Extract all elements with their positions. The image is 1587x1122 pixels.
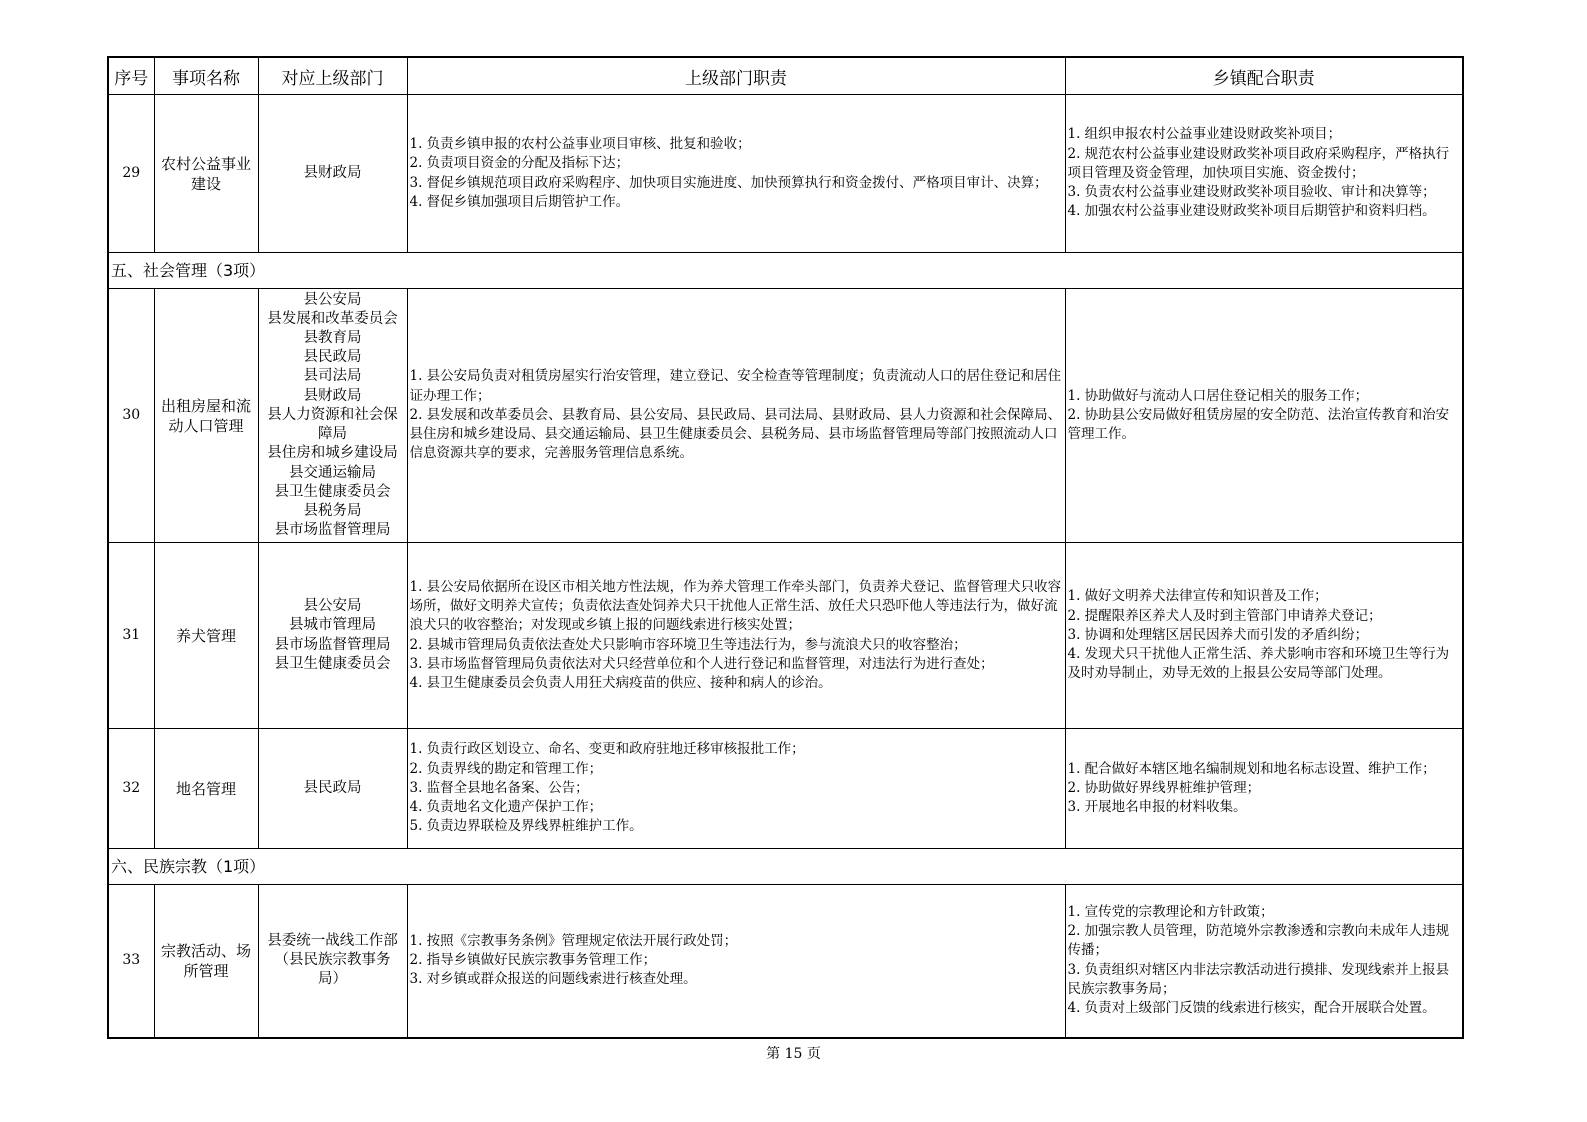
item-name-cell (154, 885, 258, 1038)
dept-line: （县民族宗教事务 (274, 952, 391, 969)
item-name-line: 动人口管理 (168, 416, 244, 435)
duty-line: 2. 指导乡镇做好民族宗教事务管理工作； (409, 952, 657, 969)
town-duties-cell (1065, 729, 1463, 849)
dept-line: 县税务局 (303, 502, 362, 519)
upper-duties-cell (407, 885, 1065, 1038)
duty-line: 2. 规范农村公益事业建设财政奖补项目政府采购程序，严格执行项目管理及资金管理，加快项目实施、资金拨付； (1067, 145, 1450, 181)
duty-line: 2. 负责项目资金的分配及指标下达； (409, 155, 630, 172)
town-duties-cell (1065, 95, 1463, 253)
item-name-cell (154, 95, 258, 253)
dept-line: 县市场监督管理局 (274, 636, 391, 653)
item-name-line: 地名管理 (175, 779, 236, 798)
dept-line: 局） (318, 971, 347, 988)
duty-line: 1. 做好文明养犬法律宣传和知识普及工作； (1067, 588, 1328, 605)
duty-line: 1. 县公安局负责对租赁房屋实行治安管理，建立登记、安全检查等管理制度；负责流动人口的居住登记和居住证办理工作； (409, 368, 1062, 404)
section-title: 六、民族宗教（1项） (108, 849, 1463, 885)
duty-line: 2. 加强宗教人员管理，防范境外宗教渗透和宗教向未成年人违规传播； (1067, 923, 1450, 959)
seq-cell: 33 (108, 885, 154, 1038)
duty-line: 4. 负责地名文化遗产保护工作； (409, 799, 603, 816)
duty-line: 2. 负责界线的勘定和管理工作； (409, 760, 603, 777)
upper-dept-cell (258, 729, 407, 849)
dept-line: 县住房和城乡建设局 (267, 445, 398, 462)
dept-line: 县发展和改革委员会 (267, 310, 398, 327)
section-title: 五、社会管理（3项） (108, 253, 1463, 289)
item-name-line: 农村公益事业 (160, 154, 251, 173)
header-upper-dept: 对应上级部门 (258, 57, 407, 95)
dept-line: 障局 (318, 426, 347, 443)
duty-line: 2. 县城市管理局负责依法查处犬只影响市容环境卫生等违法行为，参与流浪犬只的收容整治； (409, 636, 967, 653)
duty-line: 4. 负责对上级部门反馈的线索进行核实，配合开展联合处置。 (1067, 1000, 1436, 1017)
header-upper-duties: 上级部门职责 (407, 57, 1065, 95)
duty-line: 3. 负责组织对辖区内非法宗教活动进行摸排、发现线索并上报县民族宗教事务局； (1067, 961, 1450, 998)
duty-line: 1. 负责乡镇申报的农村公益事业项目审核、批复和验收； (409, 135, 751, 152)
duty-line: 1. 协助做好与流动人口居住登记相关的服务工作； (1067, 387, 1369, 404)
table-row (108, 885, 1463, 1038)
dept-line: 县城市管理局 (289, 617, 376, 634)
duty-line: 1. 县公安局依据所在设区市相关地方性法规，作为养犬管理工作牵头部门，负责养犬登记、监督管理犬只收容场所，做好文明养犬宣传；负责依法查处饲养犬只干扰他人正常生活、放任犬只恐吓他人等违法行为，做好流浪犬只的收容整治；对发现或乡镇上报的问题线索进行核实处置； (409, 578, 1062, 634)
table-row (108, 729, 1463, 849)
upper-duties-cell (407, 729, 1065, 849)
dept-line: 县市场监督管理局 (274, 522, 391, 539)
duty-line: 1. 组织申报农村公益事业建设财政奖补项目； (1067, 126, 1342, 143)
item-name-line: 所管理 (183, 961, 229, 980)
seq-cell: 32 (108, 729, 154, 849)
item-name-cell (154, 729, 258, 849)
seq-cell: 29 (108, 95, 154, 253)
duty-line: 3. 协调和处理辖区居民因养犬而引发的矛盾纠纷； (1067, 626, 1369, 643)
header-seq: 序号 (108, 57, 154, 95)
table-row (108, 543, 1463, 729)
duty-line: 1. 配合做好本辖区地名编制规划和地名标志设置、维护工作； (1067, 760, 1436, 777)
duty-line: 3. 监督全县地名备案、公告； (409, 779, 589, 796)
duty-line: 1. 负责行政区划设立、命名、变更和政府驻地迁移审核报批工作； (409, 741, 805, 758)
dept-line: 县财政局 (303, 387, 362, 404)
dept-line: 县民政局 (303, 779, 362, 796)
upper-dept-cell (258, 885, 407, 1038)
duty-line: 3. 督促乡镇规范项目政府采购程序、加快项目实施进度、加快预算执行和资金拨付、严格项目审计、决算； (409, 174, 1048, 191)
header-item-name: 事项名称 (154, 57, 258, 95)
town-duties-cell (1065, 289, 1463, 543)
item-name-line: 出租房屋和流 (160, 396, 251, 415)
duty-line: 1. 宣传党的宗教理论和方针政策； (1067, 903, 1274, 920)
upper-duties-cell (407, 95, 1065, 253)
header-town-duties: 乡镇配合职责 (1065, 57, 1463, 95)
table-row (108, 289, 1463, 543)
dept-line: 县民政局 (303, 349, 362, 366)
upper-dept-cell (258, 95, 407, 253)
duty-line: 2. 提醒限养区养犬人及时到主管部门申请养犬登记； (1067, 607, 1382, 624)
duty-line: 4. 督促乡镇加强项目后期管护工作。 (409, 193, 630, 210)
upper-dept-cell (258, 289, 407, 543)
duty-line: 2. 县发展和改革委员会、县教育局、县公安局、县民政局、县司法局、县财政局、县人力资源和社会保障局、县住房和城乡建设局、县交通运输局、县卫生健康委员会、县税务局、县市场监督管理局等部门按照流动人口信息资源共享的要求，完善服务管理信息系统。 (409, 406, 1062, 462)
duty-line: 4. 发现犬只干扰他人正常生活、养犬影响市容和环境卫生等行为及时劝导制止，劝导无效的上报县公安局等部门处理。 (1067, 646, 1450, 682)
dept-line: 县公安局 (303, 598, 362, 615)
table-row (108, 95, 1463, 253)
dept-line: 县交通运输局 (289, 464, 376, 481)
upper-dept-cell (258, 543, 407, 729)
responsibility-table (107, 56, 1464, 1039)
duty-line: 1. 按照《宗教事务条例》管理规定依法开展行政处罚； (409, 932, 738, 949)
item-name-line: 养犬管理 (175, 626, 236, 645)
duty-line: 4. 县卫生健康委员会负责人用狂犬病疫苗的供应、接种和病人的诊治。 (409, 675, 832, 692)
item-name-cell (154, 289, 258, 543)
dept-line: 县卫生健康委员会 (274, 655, 391, 672)
duty-line: 2. 协助做好界线界桩维护管理； (1067, 779, 1261, 796)
dept-line: 县财政局 (303, 164, 362, 181)
dept-line: 县委统一战线工作部 (267, 932, 398, 949)
duty-line: 3. 开展地名申报的材料收集。 (1067, 799, 1247, 816)
upper-duties-cell (407, 543, 1065, 729)
dept-line: 县卫生健康委员会 (274, 483, 391, 500)
duty-line: 3. 对乡镇或群众报送的问题线索进行核查处理。 (409, 971, 697, 988)
item-name-cell (154, 543, 258, 729)
town-duties-cell (1065, 885, 1463, 1038)
dept-line: 县公安局 (303, 291, 362, 308)
section-row (108, 253, 1463, 289)
duty-line: 4. 加强农村公益事业建设财政奖补项目后期管护和资料归档。 (1067, 203, 1436, 220)
dept-line: 县司法局 (303, 368, 362, 385)
duty-line: 3. 负责农村公益事业建设财政奖补项目验收、审计和决算等； (1067, 184, 1436, 201)
seq-cell: 31 (108, 543, 154, 729)
town-duties-cell (1065, 543, 1463, 729)
table-header-row (108, 57, 1463, 95)
seq-cell: 30 (108, 289, 154, 543)
item-name-line: 宗教活动、场 (160, 941, 251, 960)
section-row (108, 849, 1463, 885)
dept-line: 县教育局 (303, 330, 362, 347)
duty-line: 2. 协助县公安局做好租赁房屋的安全防范、法治宣传教育和治安管理工作。 (1067, 406, 1450, 443)
item-name-line: 建设 (190, 174, 221, 193)
duty-line: 5. 负责边界联检及界线界桩维护工作。 (409, 818, 643, 835)
upper-duties-cell (407, 289, 1065, 543)
page-number: 第 15 页 (766, 1046, 821, 1062)
dept-line: 县人力资源和社会保 (267, 406, 398, 423)
duty-line: 3. 县市场监督管理局负责依法对犬只经营单位和个人进行登记和监督管理，对违法行为进行查处； (409, 655, 994, 672)
